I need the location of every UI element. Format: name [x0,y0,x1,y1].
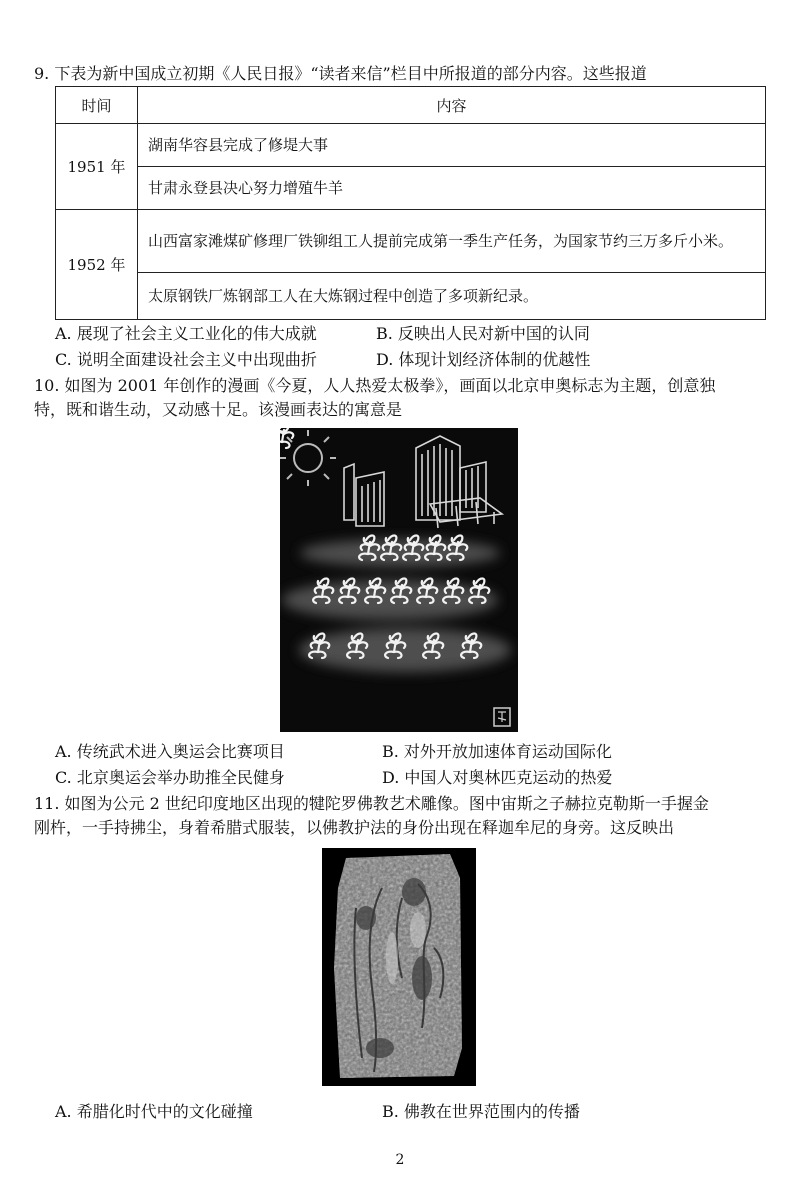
content-cell: 太原钢铁厂炼钢部工人在大炼钢过程中创造了多项新纪录。 [138,273,766,320]
taiji-cartoon-image [280,428,518,732]
q11-option-a[interactable]: A. 希腊化时代中的文化碰撞 [55,1102,253,1121]
q10-stem-line1: 10. 如图为 2001 年创作的漫画《今夏，人人热爱太极拳》，画面以北京申奥标志为主题，创意独 [34,376,716,395]
q11-stem-line1: 11. 如图为公元 2 世纪印度地区出现的犍陀罗佛教艺术雕像。图中宙斯之子赫拉克勒斯一手握金 [34,794,709,813]
q9-option-d[interactable]: D. 体现计划经济体制的优越性 [376,350,591,369]
table-row [56,210,766,273]
q11-stem-line2: 刚杵，一手持拂尘，身着希腊式服装，以佛教护法的身份出现在释迦牟尼的身旁。这反映出 [34,818,675,837]
year-cell-1952: 1952 年 [56,210,138,320]
header-time: 时间 [56,87,138,124]
table-row [56,273,766,320]
sun-icon [280,430,336,486]
content-cell: 甘肃永登县决心努力增殖牛羊 [138,167,766,210]
q10-option-d[interactable]: D. 中国人对奥林匹克运动的热爱 [382,768,613,787]
q9-option-c[interactable]: C. 说明全面建设社会主义中出现曲折 [55,350,317,369]
gandhara-statue-image [322,848,476,1086]
table-row [56,167,766,210]
statue-drawing [322,848,476,1086]
cartoon-drawing [280,428,518,732]
content-cell: 山西富家滩煤矿修理厂铁铆组工人提前完成第一季生产任务，为国家节约三万多斤小米。 [138,210,766,273]
q9-table [55,86,766,320]
artist-seal-icon [494,708,510,726]
q11-option-b[interactable]: B. 佛教在世界范围内的传播 [382,1102,580,1121]
year-cell-1951: 1951 年 [56,124,138,210]
q10-option-b[interactable]: B. 对外开放加速体育运动国际化 [382,742,612,761]
table-header-row [56,87,766,124]
content-cell: 湖南华容县完成了修堤大事 [138,124,766,167]
q9-stem: 9. 下表为新中国成立初期《人民日报》“读者来信”栏目中所报道的部分内容。这些报道 [34,64,647,83]
buildings-sketch [344,436,502,528]
q10-option-c[interactable]: C. 北京奥运会举办助推全民健身 [55,768,285,787]
q9-option-a[interactable]: A. 展现了社会主义工业化的伟大成就 [55,324,317,343]
table-row [56,124,766,167]
page-number: 2 [395,1152,405,1168]
header-content: 内容 [138,87,766,124]
q10-option-a[interactable]: A. 传统武术进入奥运会比赛项目 [55,742,285,761]
q9-option-b[interactable]: B. 反映出人民对新中国的认同 [376,324,590,343]
q10-stem-line2: 特，既和谐生动，又动感十足。该漫画表达的寓意是 [34,400,403,419]
